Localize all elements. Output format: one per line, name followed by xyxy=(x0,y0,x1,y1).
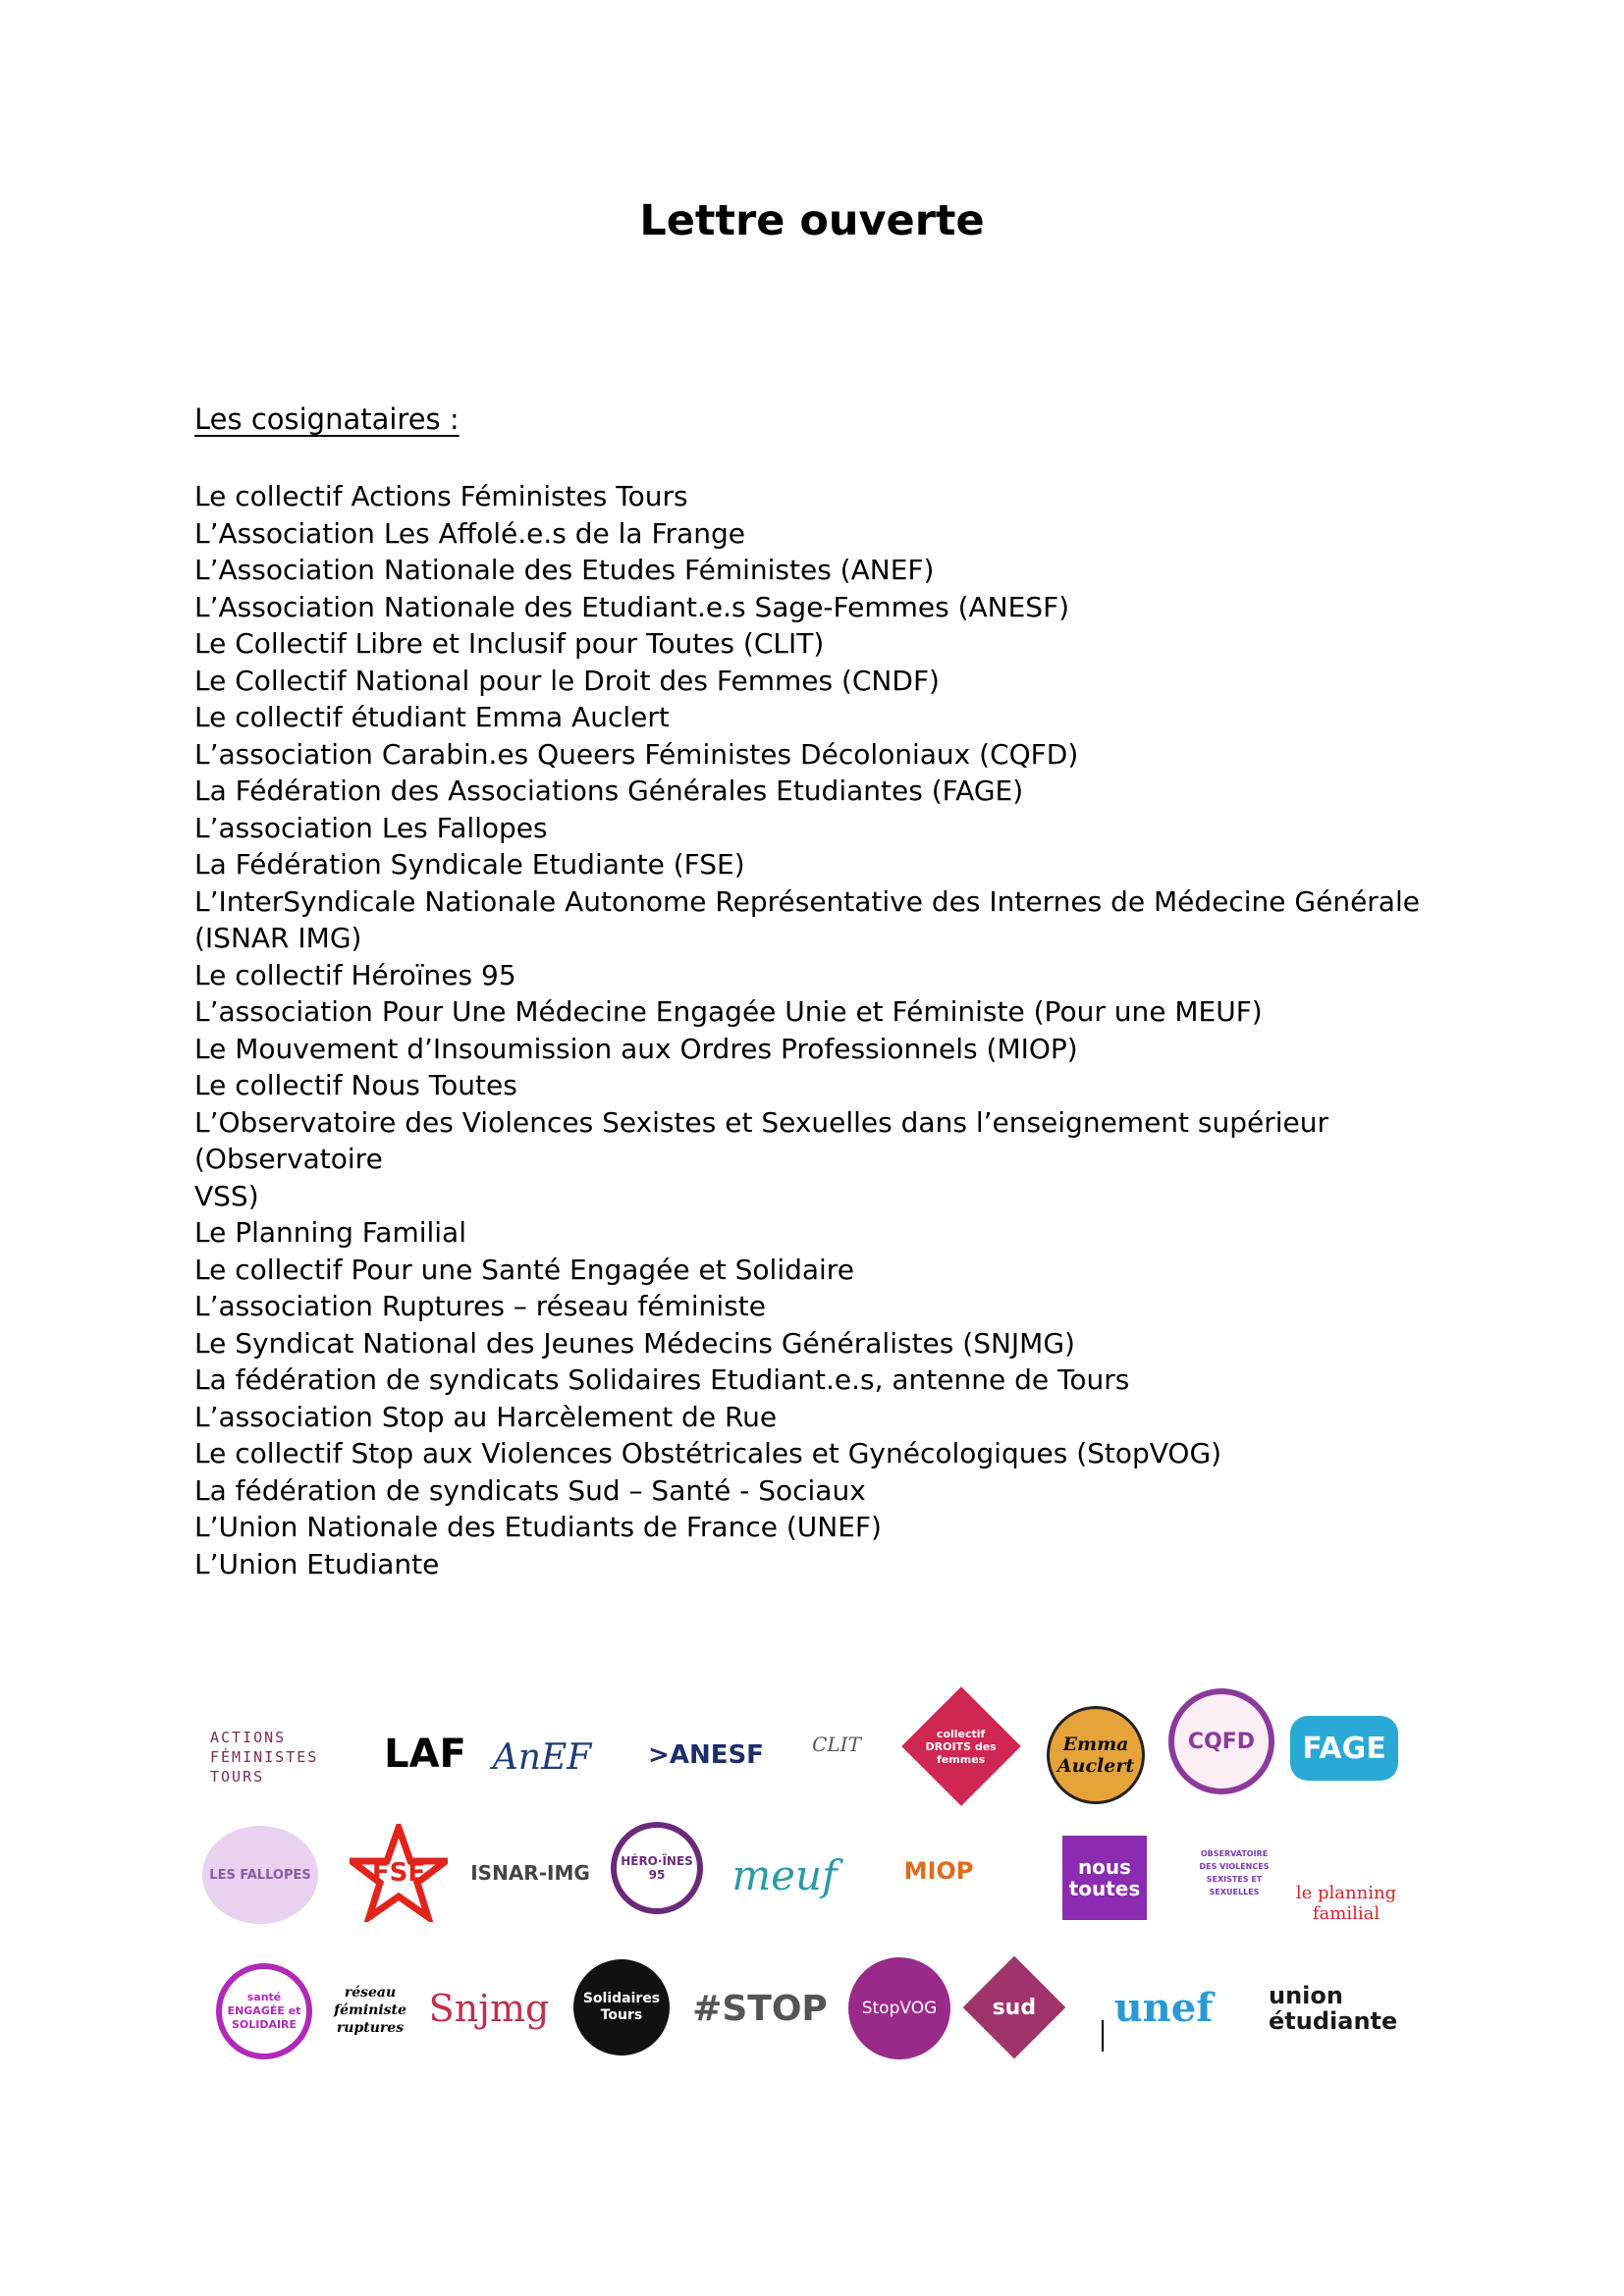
signatory-line: Le Syndicat National des Jeunes Médecins Généralistes (SNJMG) xyxy=(194,1326,1075,1360)
signatory-line: Le Collectif Libre et Inclusif pour Toutes (CLIT) xyxy=(194,627,825,660)
signatory-line: Le collectif Pour une Santé Engagée et Solidaire xyxy=(194,1253,854,1286)
sante-engagee-solidaire-logo: santé ENGAGÉE et SOLIDAIRE xyxy=(216,1963,312,2059)
signatory-line: L’Union Nationale des Etudiants de France (UNEF) xyxy=(194,1511,882,1543)
signatory-line: Le collectif Stop aux Violences Obstétricales et Gynécologiques (StopVOG) xyxy=(194,1437,1222,1469)
heroines-95-logo: HÉRO·ÏNES 95 xyxy=(611,1822,703,1914)
signatory-line: L’Association Les Affolé.e.s de la Frange xyxy=(194,516,745,550)
nous-toutes-logo: nous toutes xyxy=(1062,1836,1147,1920)
cqfd-logo: CQFD xyxy=(1168,1688,1274,1794)
signatory-line: L’association Ruptures – réseau féministe xyxy=(194,1290,766,1322)
signatory-line: Le Collectif National pour le Droit des Femmes (CNDF) xyxy=(194,664,940,697)
signatory-line: Le collectif Actions Féministes Tours xyxy=(194,480,688,512)
signatory-line: VSS) xyxy=(194,1179,259,1212)
signatories-list xyxy=(194,478,1461,1582)
signatory-line: L’association Carabin.es Queers Féministes Décoloniaux (CQFD) xyxy=(194,737,1079,771)
document-title: Lettre ouverte xyxy=(639,196,985,245)
miop-logo: MIOP xyxy=(903,1857,974,1885)
stopvog-logo: StopVOG xyxy=(848,1957,950,2059)
sud-sante-sociaux-logo: sud xyxy=(963,1956,1066,2059)
signatory-line: Le collectif Héroïnes 95 xyxy=(194,958,516,991)
anesf-logo: >ANESF xyxy=(648,1740,764,1770)
signatory-line: Le Planning Familial xyxy=(194,1216,466,1249)
text-cursor xyxy=(1102,2020,1104,2052)
signatory-line: L’InterSyndicale Nationale Autonome Représentative des Internes de Médecine Générale xyxy=(194,884,1420,918)
cndf-logo: collectif DROITS des femmes xyxy=(901,1686,1021,1806)
signatory-line: L’association Pour Une Médecine Engagée Unie et Féministe (Pour une MEUF) xyxy=(194,995,1263,1028)
signatory-line: L’Association Nationale des Etudes Féministes (ANEF) xyxy=(194,554,935,586)
snjmg-logo: Snjmg xyxy=(428,1987,550,2030)
signatory-line: L’association Stop au Harcèlement de Rue xyxy=(194,1400,778,1433)
ruptures-logo: réseau féministe ruptures xyxy=(334,1985,406,2036)
fallopes-logo: LES FALLOPES xyxy=(202,1826,318,1924)
solidaires-tours-logo: Solidaires Tours xyxy=(573,1959,670,2056)
signatory-line: (ISNAR IMG) xyxy=(194,922,362,954)
signatory-line: Le Mouvement d’Insoumission aux Ordres Professionnels (MIOP) xyxy=(194,1032,1078,1065)
signatory-line: Le collectif étudiant Emma Auclert xyxy=(194,701,670,733)
signatory-line: L’Association Nationale des Etudiant.e.s Sage-Femmes (ANESF) xyxy=(194,590,1070,623)
signatory-line: L’Observatoire des Violences Sexistes et Sexuelles dans l’enseignement supérieur (Observatoire xyxy=(194,1105,1329,1175)
union-etudiante-logo: union étudiante xyxy=(1269,1982,1398,2035)
emma-auclert-logo: Emma Auclert xyxy=(1047,1706,1145,1804)
pour-une-meuf-logo: meuf xyxy=(731,1850,838,1899)
fage-logo: FAGE xyxy=(1290,1716,1398,1781)
planning-familial-logo: le planning familial xyxy=(1295,1883,1397,1924)
signatory-line: L’Union Etudiante xyxy=(194,1547,440,1580)
signatory-line: La Fédération des Associations Générales Etudiantes (FAGE) xyxy=(194,774,1024,807)
isnar-img-logo: ISNAR-IMG xyxy=(470,1861,590,1885)
signatory-line: La Fédération Syndicale Etudiante (FSE) xyxy=(194,848,745,881)
observatoire-vss-logo: OBSERVATOIRE DES VIOLENCES SEXISTES ET SEXUELLES xyxy=(1199,1849,1270,1896)
signatory-line: L’association Les Fallopes xyxy=(194,811,548,844)
clit-logo: CLIT xyxy=(812,1733,861,1756)
signatory-line: La fédération de syndicats Sud – Santé - Sociaux xyxy=(194,1473,866,1507)
signatory-logos-strip xyxy=(194,1659,1432,2071)
signatory-line: Le collectif Nous Toutes xyxy=(194,1069,517,1101)
actions-feministes-tours-logo: ACTIONS FÉMINISTES TOURS xyxy=(210,1729,319,1786)
anef-logo: AnEF xyxy=(492,1736,592,1778)
stop-harcelement-rue-logo: #STOP xyxy=(692,1988,828,2029)
unef-logo: unef xyxy=(1113,1984,1214,2031)
signatory-line: La fédération de syndicats Solidaires Etudiant.e.s, antenne de Tours xyxy=(194,1363,1130,1396)
affoles-de-la-frange-logo: LAF xyxy=(384,1732,466,1777)
signatories-heading: Les cosignataires : xyxy=(194,402,460,436)
fse-logo: FSE xyxy=(350,1824,448,1922)
